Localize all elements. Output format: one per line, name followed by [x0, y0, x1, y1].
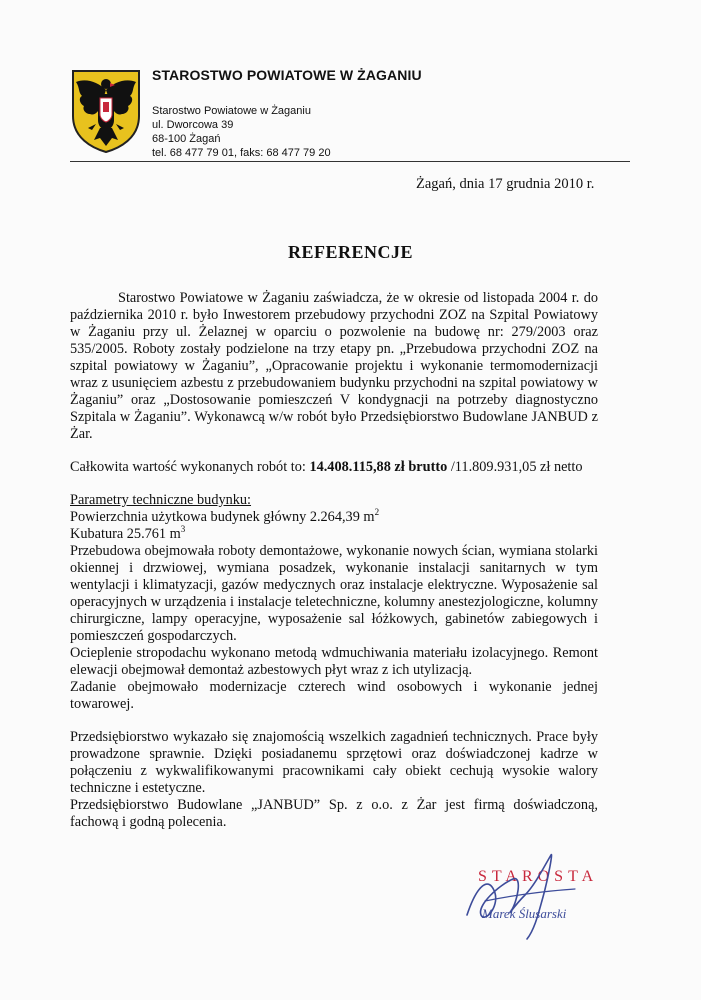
recommendation-paragraph: Przedsiębiorstwo Budowlane „JANBUD” Sp. z o.o. z Żar jest firmą doświadczoną, fachową i godną polecenia. [70, 797, 598, 830]
handwritten-signature [455, 845, 595, 945]
usable-area [70, 509, 598, 526]
organization-name: STAROSTWO POWIATOWE W ŻAGANIU [152, 67, 422, 83]
usable-area-text: Powierzchnia użytkowa budynek główny 2.264,39 m [70, 509, 375, 525]
building-volume [70, 526, 598, 543]
document-body [70, 290, 598, 831]
header-divider [70, 161, 630, 162]
scope-paragraph: Przebudowa obejmowała roboty demontażowe, wykonanie nowych ścian, wymiana stolarki okiennej i drzwiowej, wymiana posadzek, wykonanie instalacji sanitarnych w tym wentylacji i klimatyzacji, gazów medycznych oraz instalacje elektryczne. Wyposażenie sal operacyjnych w urządzenia i instalacje teletechniczne, kolumny anestezjologiczne, kolumny chirurgiczne, lampy operacyjne, wyposażenie sal łóżkowych, gabinetów zabiegowych i pomieszczeń gospodarczych. [70, 543, 598, 644]
total-value-net: /11.809.931,05 zł netto [447, 459, 583, 475]
insulation-paragraph: Ocieplenie stropodachu wykonano metodą wdmuchiwania materiału izolacyjnego. Remont elewacji obejmował demontaż azbestowych płyt wraz z ich utylizacją. [70, 645, 598, 678]
document-title: REFERENCJE [287, 242, 413, 262]
address-line: 68-100 Żagań [152, 133, 221, 145]
address-line: Starostwo Powiatowe w Żaganiu [152, 105, 311, 117]
stamp-name: Marek Ślusarski [482, 906, 567, 921]
eagle-coat-of-arms-icon [70, 68, 142, 154]
stamp-title: STAROSTA [478, 868, 599, 885]
total-value-gross: 14.408.115,88 zł brutto [309, 459, 448, 475]
document-date: Żagań, dnia 17 grudnia 2010 r. [416, 176, 595, 192]
intro-paragraph: Starostwo Powiatowe w Żaganiu zaświadcza, że w okresie od listopada 2004 r. do października 2010 r. było Inwestorem przebudowy przychodni ZOZ na Szpital Powiatowy w Żaganiu przy ul. Żelaznej w oparciu o pozwolenie na budowę nr: 279/2003 oraz 535/2005. Roboty zostały podzielone na trzy etapy pn. „Przebudowa przychodni ZOZ na szpital powiatowy w Żaganiu”, „Opracowanie projektu i wykonanie termomodernizacji wraz z usunięciem azbestu z przebudowaniem budynku przychodni na szpital powiatowy w Żaganiu” oraz „Dostosowanie pomieszczeń V kondygnacji na potrzeby diagnostyczno Szpitala w Żaganiu”. Wykonawcą w/w robót było Przedsiębiorstwo Budowlane JANBUD z Żar. [70, 290, 598, 442]
assessment-paragraph: Przedsiębiorstwo wykazało się znajomością wszelkich zagadnień technicznych. Prace były prowadzone sprawnie. Dzięki posiadanemu sprzętowi oraz doświadczonej kadrze w połączeniu z wykwalifikowanymi pracownikami cały obiekt cechują wysokie walory techniczne i estetyczne. [70, 729, 598, 796]
usable-area-exponent: 2 [374, 507, 380, 518]
address-line: ul. Dworcowa 39 [152, 119, 234, 131]
params-heading: Parametry techniczne budynku: [70, 492, 252, 508]
total-value-line [70, 459, 598, 476]
organization-address [152, 104, 331, 160]
building-volume-text: Kubatura 25.761 m [70, 526, 181, 542]
elevators-paragraph: Zadanie obejmowało modernizacje czterech wind osobowych i wykonanie jednej towarowej. [70, 679, 598, 712]
total-value-label: Całkowita wartość wykonanych robót to: [70, 459, 310, 475]
building-volume-exponent: 3 [180, 524, 186, 535]
address-line: tel. 68 477 79 01, faks: 68 477 79 20 [152, 147, 331, 159]
